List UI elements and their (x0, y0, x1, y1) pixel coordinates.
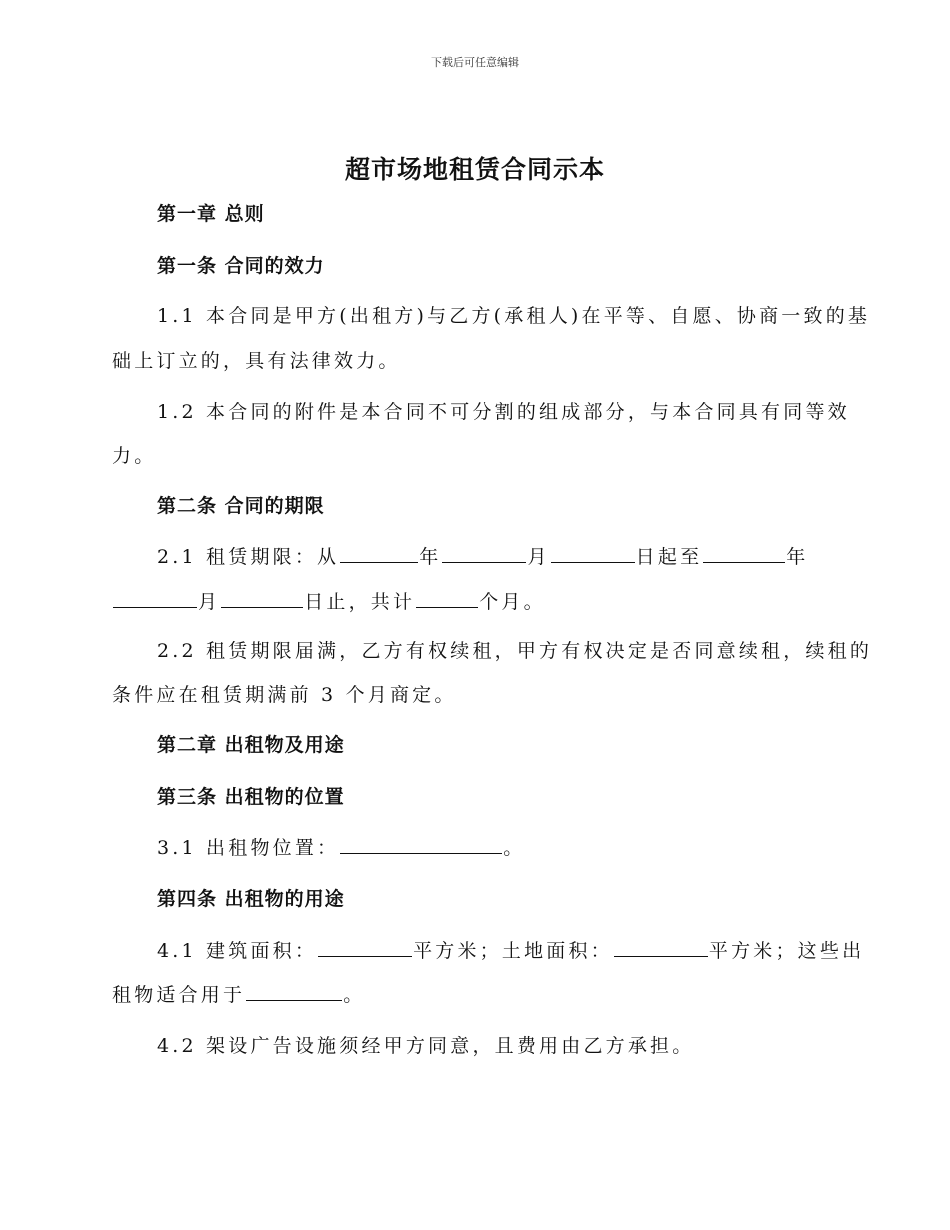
end-day-unit: 日止，共计 (304, 591, 416, 613)
clause-4-1-line-2 (112, 980, 365, 1007)
clause-2-2-line-2: 条件应在租赁期满前 3 个月商定。 (112, 684, 457, 706)
chapter-1-heading: 第一章 总则 (157, 203, 265, 225)
clause-3-1-prefix: 3.1 出租物位置： (157, 837, 340, 859)
start-month-blank (442, 546, 526, 563)
article-3-heading: 第三条 出租物的位置 (157, 786, 345, 808)
land-area-blank (614, 940, 708, 957)
land-area-unit: 平方米；这些出 (708, 940, 865, 962)
end-year-unit: 年 (786, 546, 809, 568)
clause-2-1-prefix: 2.1 租赁期限：从 (157, 546, 340, 568)
clause-1-1-line-1: 1.1 本合同是甲方(出租方)与乙方(承租人)在平等、自愿、协商一致的基 (157, 305, 871, 327)
clause-4-2: 4.2 架设广告设施须经甲方同意，且费用由乙方承担。 (157, 1035, 695, 1057)
total-months-blank (416, 591, 478, 608)
chapter-2-heading: 第二章 出租物及用途 (157, 734, 345, 756)
article-4-heading: 第四条 出租物的用途 (157, 888, 345, 910)
start-day-unit: 日起至 (635, 546, 703, 568)
total-months-unit: 个月。 (479, 591, 546, 613)
building-area-unit: 平方米；土地面积： (413, 940, 613, 962)
document-title: 超市场地租赁合同示本 (344, 155, 605, 184)
property-location-blank (340, 837, 502, 854)
building-area-blank (318, 940, 412, 957)
clause-4-1-line2-prefix: 租物适合用于 (112, 984, 246, 1006)
clause-3-1 (157, 833, 525, 860)
start-year-unit: 年 (419, 546, 442, 568)
clause-4-1-prefix: 4.1 建筑面积： (157, 940, 318, 962)
clause-4-1-line-1 (157, 936, 864, 963)
start-year-blank (340, 546, 418, 563)
clause-4-1-line2-suffix: 。 (343, 984, 366, 1006)
clause-2-1-line-2 (112, 587, 546, 614)
usage-purpose-blank (246, 984, 342, 1001)
start-month-unit: 月 (527, 546, 550, 568)
end-month-blank (113, 591, 197, 608)
article-2-heading: 第二条 合同的期限 (157, 495, 325, 517)
clause-3-1-suffix: 。 (503, 837, 526, 859)
end-year-blank (703, 546, 785, 563)
clause-1-2-line-1: 1.2 本合同的附件是本合同不可分割的组成部分，与本合同具有同等效 (157, 401, 850, 423)
header-note: 下载后可任意编辑 (431, 56, 519, 69)
start-day-blank (551, 546, 635, 563)
clause-1-2-line-2: 力。 (112, 445, 157, 467)
end-day-blank (221, 591, 303, 608)
clause-2-2-line-1: 2.2 租赁期限届满，乙方有权续租，甲方有权决定是否同意续租，续租的 (157, 640, 873, 662)
clause-1-1-line-2: 础上订立的，具有法律效力。 (112, 350, 401, 372)
article-1-heading: 第一条 合同的效力 (157, 255, 325, 277)
clause-2-1-line-1 (157, 542, 808, 569)
end-month-unit: 月 (198, 591, 221, 613)
